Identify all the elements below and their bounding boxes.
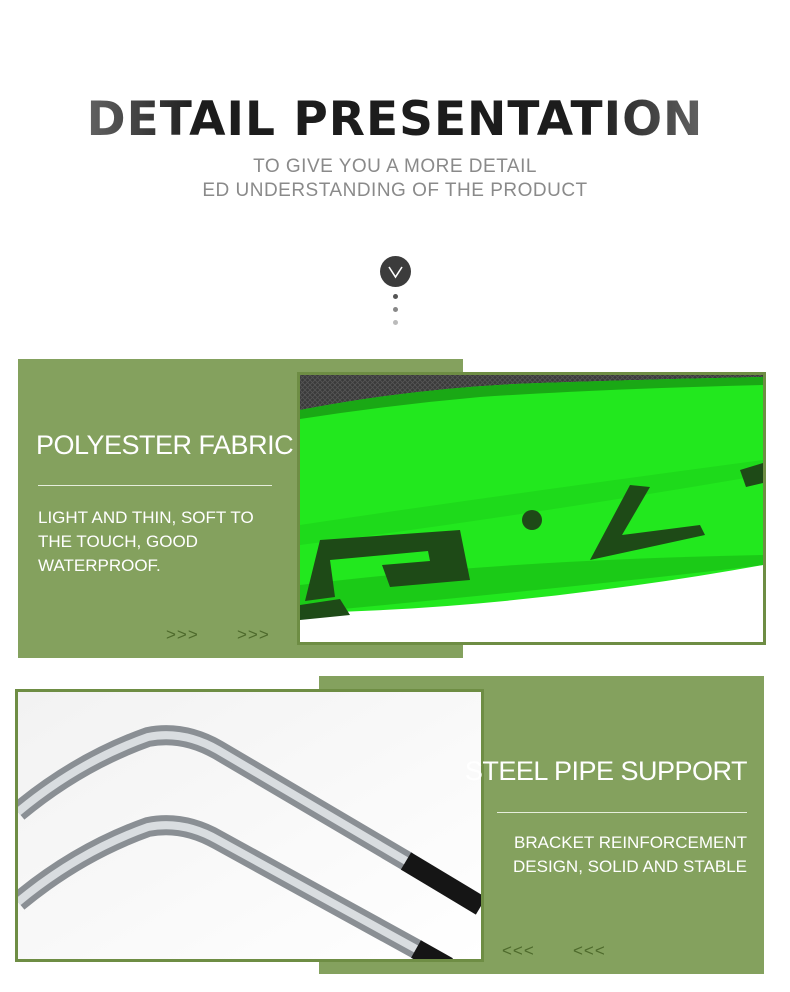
scroll-dot <box>393 320 398 325</box>
feature-divider <box>497 812 747 813</box>
chevron-down-icon <box>380 256 411 287</box>
scroll-dot <box>393 294 398 299</box>
chevron-right-icon: >>> <box>237 625 270 644</box>
feature-divider <box>38 485 272 486</box>
page-subtitle-line1: TO GIVE YOU A MORE DETAIL <box>253 156 537 177</box>
chevron-right-icon: >>> <box>166 625 199 644</box>
chevron-left-icon: <<< <box>502 941 535 960</box>
feature-description-polyester: LIGHT AND THIN, SOFT TO THE TOUCH, GOOD WATERPROOF. <box>38 508 254 575</box>
steel-pipe-photo <box>15 689 484 962</box>
page-title: DETAIL PRESENTATION <box>0 92 790 147</box>
chevron-left-icon: <<< <box>573 941 606 960</box>
page-subtitle-line2: ED UNDERSTANDING OF THE PRODUCT <box>202 180 588 201</box>
scroll-dot <box>393 307 398 312</box>
feature-heading-steel: STEEL PIPE SUPPORT <box>464 756 747 786</box>
feature-heading-polyester: POLYESTER FABRIC <box>36 430 294 460</box>
polyester-fabric-photo <box>297 372 766 645</box>
feature-description-steel: BRACKET REINFORCEMENT DESIGN, SOLID AND STABLE <box>513 833 747 876</box>
